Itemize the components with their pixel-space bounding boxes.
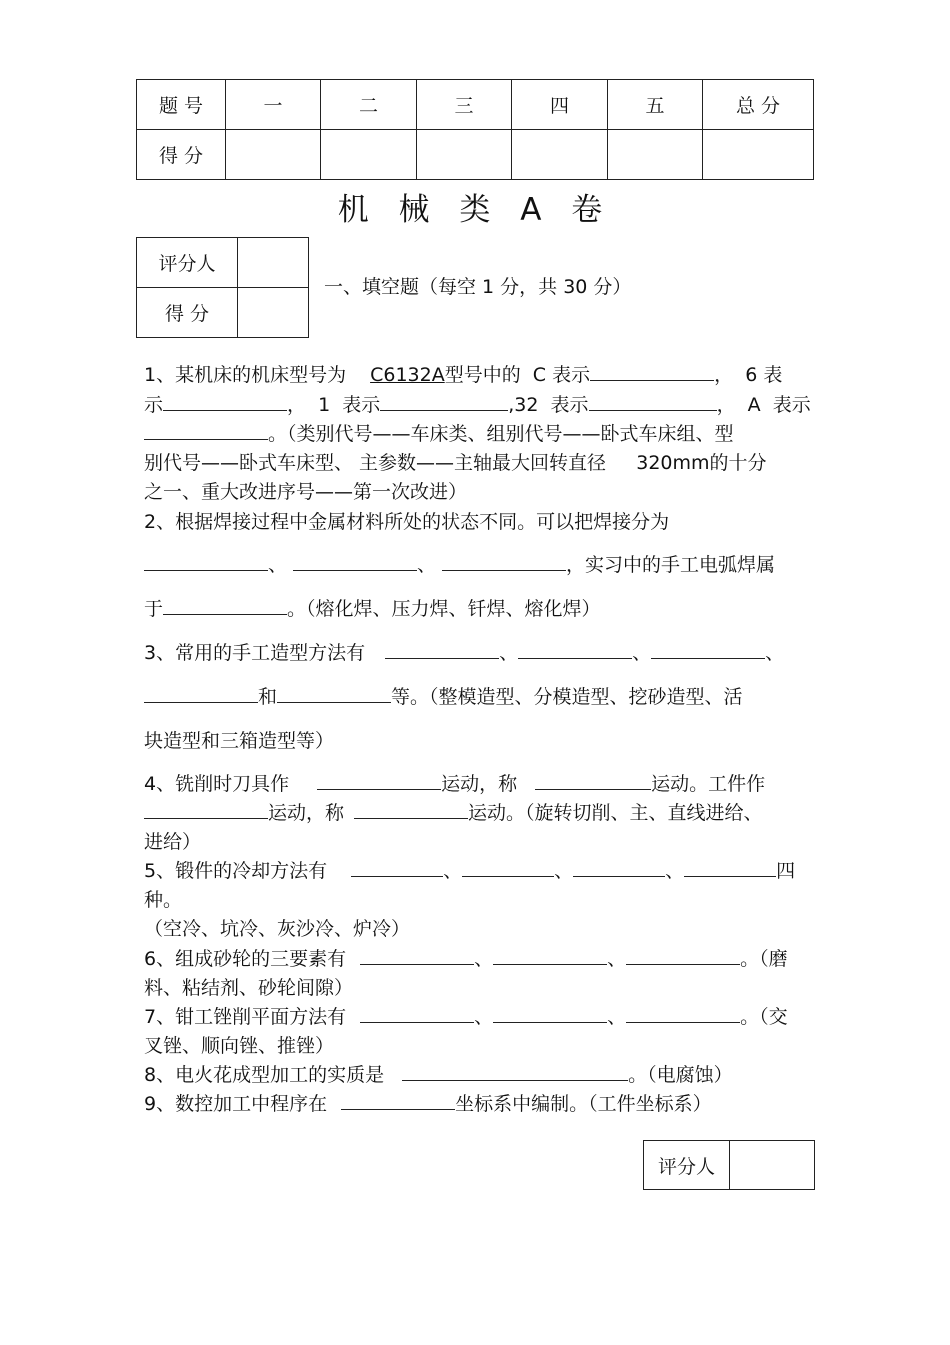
blank[interactable]	[360, 1004, 474, 1023]
text: 。（交	[740, 1006, 788, 1028]
header-cell: 题 号	[137, 80, 226, 130]
q4-line1	[144, 769, 765, 796]
grader-label: 评分人	[644, 1141, 730, 1190]
q1-line3	[144, 419, 734, 446]
text: 、	[417, 554, 437, 576]
grader-label: 评分人	[137, 238, 238, 288]
text: 6、组成砂轮的三要素有	[144, 948, 347, 970]
header-cell: 五	[608, 80, 703, 130]
grader-box	[136, 237, 309, 338]
text: 、	[474, 948, 494, 970]
section-heading: 一、填空题（每空 1 分，共 30 分）	[324, 276, 632, 298]
score-row-label: 得 分	[137, 130, 226, 180]
text: 。（磨	[740, 948, 788, 970]
header-cell: 三	[417, 80, 512, 130]
text: ，实习中的手工电弧焊属	[566, 554, 776, 576]
text: 9、数控加工中程序在	[144, 1093, 328, 1115]
text: 、	[607, 948, 627, 970]
text: 运动。工件作	[651, 773, 766, 795]
blank[interactable]	[144, 552, 268, 571]
q2-line1: 2、根据焊接过程中金属材料所处的状态不同。可以把焊接分为	[144, 511, 670, 533]
score-cell[interactable]	[226, 130, 321, 180]
q7-line1	[144, 1002, 788, 1029]
text: ， 1 表示	[287, 394, 381, 416]
grader-cell[interactable]	[238, 238, 309, 288]
text: 、	[665, 860, 685, 882]
text: 运动。（旋转切削、主、直线进给、	[468, 802, 763, 824]
blank[interactable]	[518, 640, 632, 659]
blank[interactable]	[163, 596, 287, 615]
q9-line1	[144, 1089, 712, 1116]
q4-line2	[144, 798, 763, 825]
blank[interactable]	[442, 552, 566, 571]
text: 、	[632, 642, 652, 664]
score-cell[interactable]	[417, 130, 512, 180]
blank[interactable]	[293, 552, 417, 571]
header-cell: 二	[321, 80, 417, 130]
text: 运动，称	[268, 802, 345, 824]
score-cell[interactable]	[608, 130, 703, 180]
q1-line1	[144, 360, 782, 387]
blank[interactable]	[144, 684, 258, 703]
blank[interactable]	[360, 946, 474, 965]
text: 、	[443, 860, 463, 882]
q2-line3	[144, 594, 601, 621]
text: 4、铣削时刀具作	[144, 773, 290, 795]
text: 坐标系中编制。（工件坐标系）	[455, 1093, 712, 1115]
blank[interactable]	[354, 800, 468, 819]
text: ,32 表示	[508, 394, 589, 416]
header-cell: 一	[226, 80, 321, 130]
q3-line1	[144, 638, 784, 665]
q6-line1	[144, 944, 788, 971]
text: 、	[554, 860, 574, 882]
blank[interactable]	[144, 800, 268, 819]
blank[interactable]	[626, 1004, 740, 1023]
grader-box-2	[643, 1140, 815, 1190]
text: 8、电火花成型加工的实质是	[144, 1064, 385, 1086]
score-cell[interactable]	[238, 288, 309, 338]
text: 、	[474, 1006, 494, 1028]
text: 四	[776, 860, 796, 882]
model-number: C6132A	[370, 364, 445, 386]
score-table-score-row	[137, 130, 814, 180]
text: 。（类别代号——车床类、组别代号——卧式车床组、型	[268, 423, 734, 445]
header-cell: 四	[512, 80, 608, 130]
blank[interactable]	[626, 946, 740, 965]
score-table-header-row	[137, 80, 814, 130]
text: 7、钳工锉削平面方法有	[144, 1006, 347, 1028]
blank[interactable]	[651, 640, 765, 659]
q5-line3: （空冷、坑冷、灰沙冷、炉冷）	[144, 918, 411, 940]
score-table	[136, 79, 814, 180]
text: 1、某机床的机床型号为	[144, 364, 347, 386]
q3-line3: 块造型和三箱造型等）	[144, 730, 335, 752]
header-cell: 总 分	[703, 80, 814, 130]
text: 等。（整模造型、分模造型、挖砂造型、活	[391, 686, 743, 708]
q6-line2: 料、粘结剂、砂轮间隙）	[144, 977, 354, 999]
blank[interactable]	[351, 858, 443, 877]
q7-line2: 叉锉、顺向锉、推锉）	[144, 1035, 335, 1057]
text: 示	[144, 394, 164, 416]
blank[interactable]	[535, 771, 651, 790]
page-title: 机 械 类 A 卷	[337, 192, 613, 228]
text: 、	[765, 642, 785, 664]
text: 、	[268, 554, 288, 576]
q5-line2: 种。	[144, 889, 183, 911]
blank[interactable]	[341, 1091, 455, 1110]
blank[interactable]	[684, 858, 776, 877]
q5-line1	[144, 856, 795, 883]
score-cell[interactable]	[703, 130, 814, 180]
blank[interactable]	[590, 362, 714, 381]
text: 和	[258, 686, 278, 708]
q1-line2	[144, 390, 811, 417]
blank[interactable]	[493, 1004, 607, 1023]
q4-line3: 进给）	[144, 831, 202, 853]
score-label: 得 分	[137, 288, 238, 338]
text: 。（熔化焊、压力焊、钎焊、熔化焊）	[287, 598, 601, 620]
blank[interactable]	[277, 684, 391, 703]
blank[interactable]	[402, 1062, 628, 1081]
blank[interactable]	[163, 392, 287, 411]
blank[interactable]	[462, 858, 554, 877]
blank[interactable]	[493, 946, 607, 965]
blank[interactable]	[573, 858, 665, 877]
score-cell[interactable]	[321, 130, 417, 180]
text: 于	[144, 598, 164, 620]
grader-cell[interactable]	[730, 1141, 815, 1190]
text: 3、常用的手工造型方法有	[144, 642, 366, 664]
blank[interactable]	[317, 771, 441, 790]
q8-line1	[144, 1060, 733, 1087]
q3-line2	[144, 682, 743, 709]
blank[interactable]	[385, 640, 499, 659]
text: 、	[607, 1006, 627, 1028]
text: 、	[499, 642, 519, 664]
blank[interactable]	[144, 421, 268, 440]
text: 5、锻件的冷却方法有	[144, 860, 328, 882]
blank[interactable]	[589, 392, 717, 411]
text: 运动，称	[441, 773, 518, 795]
text: ， A 表示	[716, 394, 811, 416]
text: 。（电腐蚀）	[628, 1064, 733, 1086]
text: 型号中的 C 表示	[444, 364, 591, 386]
score-cell[interactable]	[512, 130, 608, 180]
text: ， 6 表	[714, 364, 783, 386]
blank[interactable]	[380, 392, 508, 411]
q2-line2	[144, 550, 775, 577]
q1-line4: 别代号——卧式车床型、 主参数——主轴最大回转直径 320mm的十分	[144, 452, 767, 474]
q1-line5: 之一、重大改进序号——第一次改进）	[144, 481, 468, 503]
